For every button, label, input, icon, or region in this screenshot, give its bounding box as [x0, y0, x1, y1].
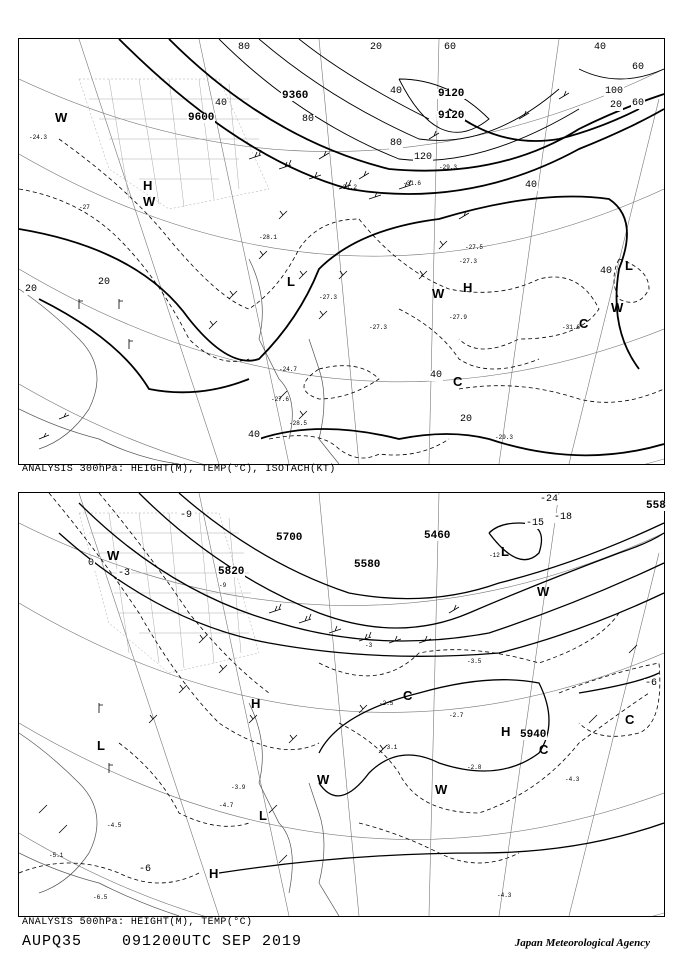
- height-contours-500: [59, 493, 664, 873]
- low-pressure-marker: L: [259, 808, 267, 823]
- isotach-label: 120: [414, 152, 433, 163]
- isotach-label: 40: [600, 266, 613, 277]
- coastline-500: [19, 703, 339, 916]
- temperature-label: -24.3: [29, 134, 48, 141]
- chart-identifier: [22, 933, 302, 950]
- height-label: 9120: [438, 88, 465, 100]
- isotach-label: 80: [238, 42, 251, 53]
- temperature-label: -6.5: [93, 894, 108, 901]
- temperature-label: -2.7: [449, 712, 464, 719]
- low-pressure-marker: L: [287, 274, 295, 289]
- valid-time: 091200UTC SEP 2019: [122, 933, 303, 950]
- temperature-label: -6: [139, 864, 152, 875]
- temperature-label: -9: [219, 582, 227, 589]
- isotach-label: 40: [525, 180, 538, 191]
- temperature-label: -3.9: [231, 784, 246, 791]
- temperature-label: -9: [180, 510, 193, 521]
- temperature-label: -24: [540, 494, 559, 505]
- coastline-300: [19, 259, 339, 464]
- warm-center-marker: W: [107, 548, 120, 563]
- height-label: 558: [646, 500, 666, 512]
- temperature-label: -27.5: [465, 244, 484, 251]
- isotach-label: 60: [632, 62, 645, 73]
- high-pressure-marker: H: [463, 280, 473, 295]
- isotach-label: 40: [390, 86, 403, 97]
- temperature-label: -3: [118, 568, 131, 579]
- isotach-label: 100: [605, 86, 624, 97]
- warm-center-marker: W: [432, 286, 445, 301]
- caption-300hpa: ANALYSIS 300hPa: HEIGHT(M), TEMP(°C), ISOTACH(KT): [22, 464, 336, 475]
- temperature-label: -27.3: [459, 258, 478, 265]
- temperature-label: -31.6: [403, 180, 422, 187]
- isotach-label: 20: [610, 100, 623, 111]
- temperature-label: 0: [88, 558, 95, 569]
- temperature-label: -28.5: [289, 420, 308, 427]
- temperature-label: -3: [365, 642, 373, 649]
- low-pressure-marker: L: [625, 258, 633, 273]
- isotach-label: 80: [390, 138, 403, 149]
- high-pressure-marker: H: [143, 178, 153, 193]
- temperature-label: -31.2: [339, 184, 358, 191]
- isotach-label: 40: [248, 430, 261, 441]
- isotach-label: 40: [215, 98, 228, 109]
- temperature-label: -24.7: [279, 366, 298, 373]
- temperature-label: -3.1: [383, 744, 398, 751]
- low-pressure-marker: L: [97, 738, 105, 753]
- map-panel-500hpa: [18, 492, 665, 917]
- height-label: 5580: [354, 559, 381, 571]
- warm-center-marker: W: [611, 300, 624, 315]
- warm-center-marker: W: [55, 110, 68, 125]
- isotach-label: 40: [594, 42, 607, 53]
- isotach-label: 20: [98, 277, 111, 288]
- height-contours-300: [19, 39, 664, 455]
- high-pressure-marker: H: [501, 724, 511, 739]
- height-label: 9120: [438, 110, 465, 122]
- isotach-label: 60: [632, 98, 645, 109]
- temperature-label: -27.3: [319, 294, 338, 301]
- temperature-label: -12: [489, 552, 500, 559]
- caption-500hpa: ANALYSIS 500hPa: HEIGHT(M), TEMP(°C): [22, 917, 253, 928]
- agency-credit: Japan Meteorological Agency: [514, 937, 650, 949]
- isotach-label: 20: [25, 284, 38, 295]
- warm-center-marker: W: [143, 194, 156, 209]
- temperature-label: -2.8: [467, 764, 482, 771]
- low-pressure-marker: L: [501, 544, 509, 559]
- land-hatch-300: [79, 79, 269, 209]
- temperature-label: -4.3: [565, 776, 580, 783]
- temperature-label: -5.1: [49, 852, 64, 859]
- temperature-label: -27.9: [449, 314, 468, 321]
- map-300hpa-lines: [19, 39, 664, 464]
- map-panel-300hpa: [18, 38, 665, 465]
- temperature-label: -4.5: [107, 822, 122, 829]
- temperature-label: -15: [526, 518, 545, 529]
- temperature-label: -31.6: [562, 324, 581, 331]
- cold-center-marker: C: [453, 374, 463, 389]
- temperature-label: -18: [554, 512, 573, 523]
- isotach-label: 40: [430, 370, 443, 381]
- cold-center-marker: C: [539, 742, 549, 757]
- height-label: 9600: [188, 112, 215, 124]
- height-label: 5820: [218, 566, 245, 578]
- height-label: 5700: [276, 532, 303, 544]
- height-label: 9360: [282, 90, 309, 102]
- temperature-label: -29.3: [439, 164, 458, 171]
- temperature-label: -28.1: [259, 234, 278, 241]
- temperature-label: -27.3: [369, 324, 388, 331]
- high-pressure-marker: H: [251, 696, 261, 711]
- temperature-label: -6: [645, 678, 658, 689]
- cold-center-marker: C: [625, 712, 635, 727]
- isotach-label: 20: [370, 42, 383, 53]
- temperature-label: -2.5: [379, 700, 394, 707]
- isotach-label: 20: [460, 414, 473, 425]
- height-label: 5940: [520, 729, 547, 741]
- high-pressure-marker: H: [209, 866, 219, 881]
- temperature-label: -3.5: [467, 658, 482, 665]
- chart-code: AUPQ35: [22, 933, 83, 950]
- temperature-label: -27: [79, 204, 90, 211]
- height-label: 5460: [424, 530, 451, 542]
- isotach-label: 60: [444, 42, 457, 53]
- cold-center-marker: C: [579, 316, 589, 331]
- temperature-label: -29.3: [495, 434, 514, 441]
- warm-center-marker: W: [537, 584, 550, 599]
- temperature-label: -4.3: [497, 892, 512, 899]
- warm-center-marker: W: [317, 772, 330, 787]
- temperature-label: -27.6: [271, 396, 290, 403]
- temperature-label: -4.7: [219, 802, 234, 809]
- isotach-label: 80: [302, 114, 315, 125]
- warm-center-marker: W: [435, 782, 448, 797]
- cold-center-marker: C: [403, 688, 413, 703]
